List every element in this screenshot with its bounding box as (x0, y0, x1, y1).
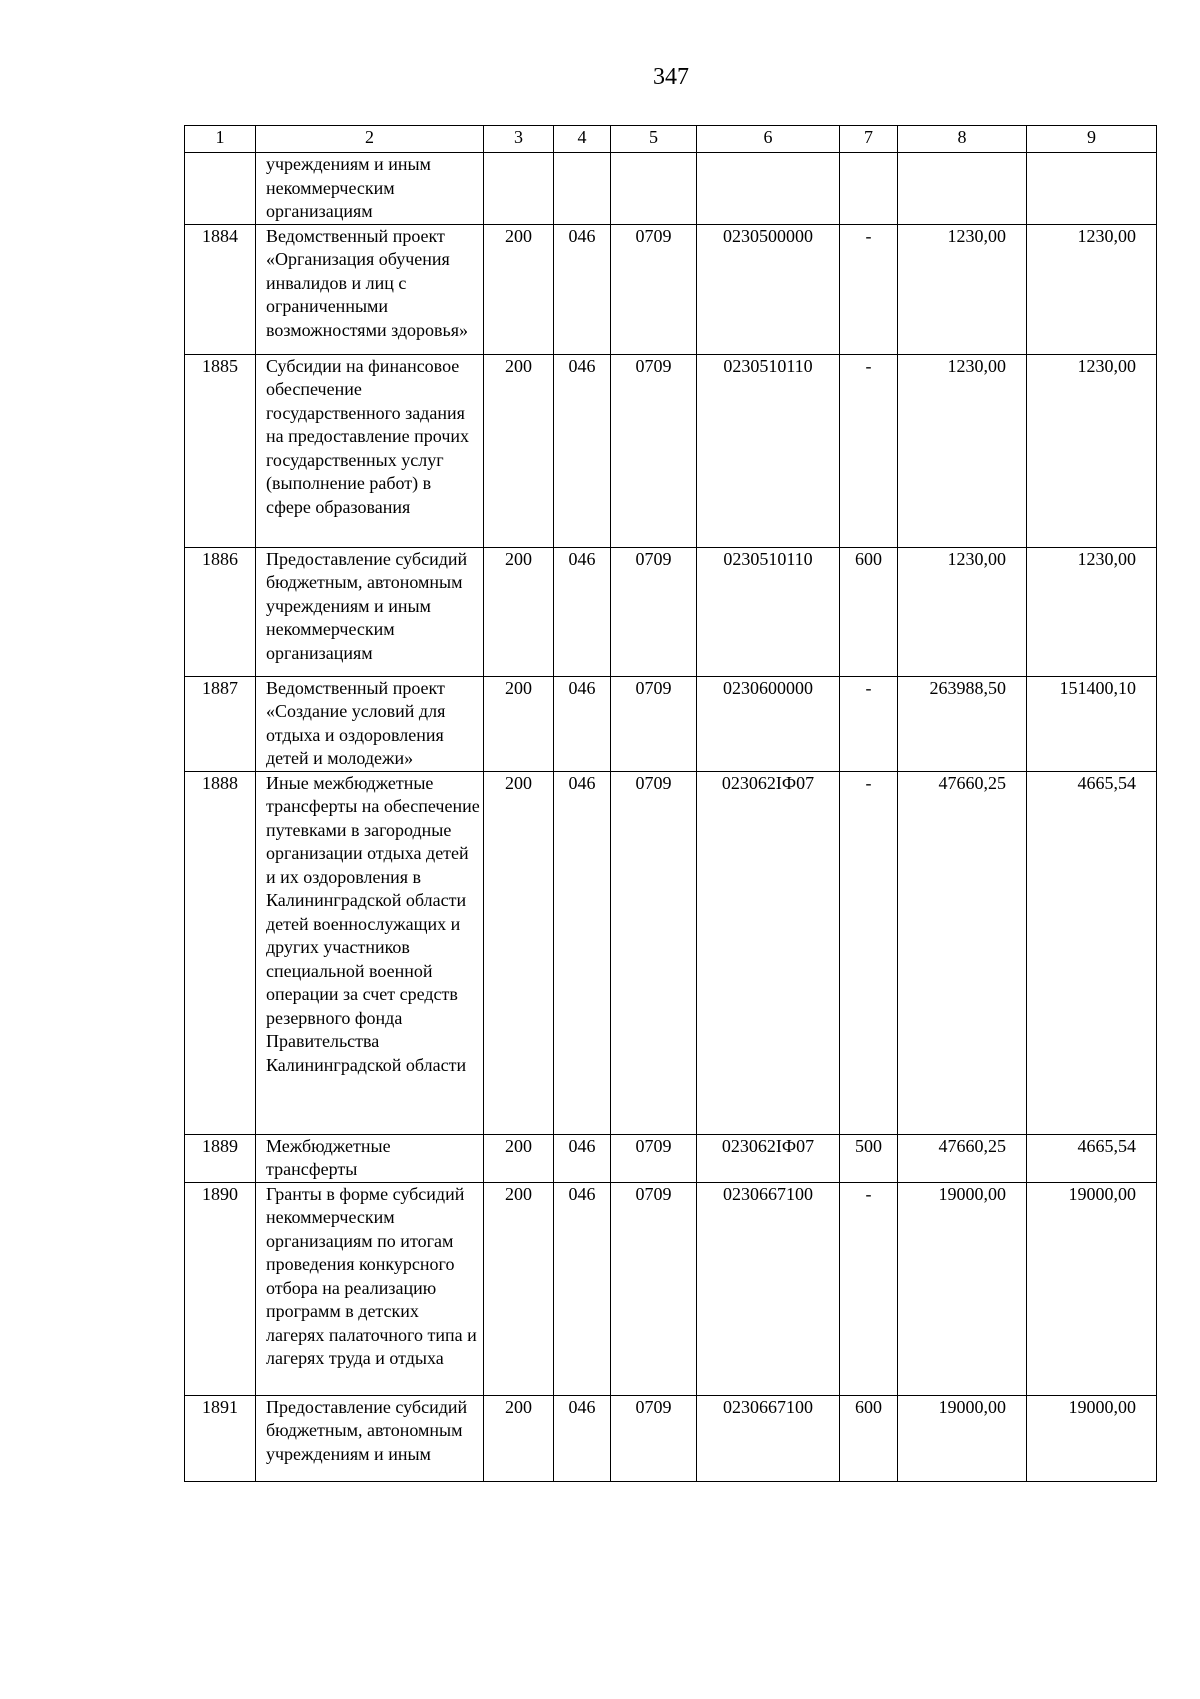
row-col-5: 0709 (611, 771, 697, 1134)
row-col-5: 0709 (611, 547, 697, 676)
row-col-4: 046 (554, 1134, 611, 1182)
row-col-6: 023062IФ07 (697, 771, 840, 1134)
row-col-6: 0230667100 (697, 1182, 840, 1395)
row-col-4: 046 (554, 224, 611, 354)
header-col-9: 9 (1027, 126, 1157, 153)
header-col-8: 8 (898, 126, 1027, 153)
row-col-7: 500 (840, 1134, 898, 1182)
row-number: 1884 (185, 224, 256, 354)
row-col-4: 046 (554, 771, 611, 1134)
table-row (185, 676, 1157, 771)
row-col-9 (1027, 153, 1157, 225)
row-col-6 (697, 153, 840, 225)
row-number (185, 153, 256, 225)
row-col-3: 200 (484, 547, 554, 676)
row-col-5: 0709 (611, 1182, 697, 1395)
row-number: 1886 (185, 547, 256, 676)
row-col-8: 263988,50 (898, 676, 1027, 771)
row-col-3: 200 (484, 1395, 554, 1481)
row-col-8: 1230,00 (898, 547, 1027, 676)
row-number: 1888 (185, 771, 256, 1134)
header-col-2: 2 (256, 126, 484, 153)
header-col-4: 4 (554, 126, 611, 153)
header-col-6: 6 (697, 126, 840, 153)
row-col-7: - (840, 676, 898, 771)
row-col-3: 200 (484, 771, 554, 1134)
row-number: 1890 (185, 1182, 256, 1395)
row-number: 1891 (185, 1395, 256, 1481)
row-col-6: 0230500000 (697, 224, 840, 354)
row-col-9: 151400,10 (1027, 676, 1157, 771)
row-col-3: 200 (484, 1134, 554, 1182)
row-col-9: 4665,54 (1027, 771, 1157, 1134)
row-col-7: - (840, 771, 898, 1134)
header-col-3: 3 (484, 126, 554, 153)
row-name: Иные межбюджетные трансферты на обеспечение путевками в загородные организации отдыха детей и их оздоровления в Калининградской области детей военнослужащих и других участников специальной военной операции за счет средств резервного фонда Правительства Калининградской области (256, 771, 484, 1134)
row-name: Ведомственный проект «Организация обучения инвалидов и лиц с ограниченными возможностями здоровья» (256, 224, 484, 354)
row-col-6: 0230600000 (697, 676, 840, 771)
header-col-1: 1 (185, 126, 256, 153)
row-col-8: 47660,25 (898, 1134, 1027, 1182)
table-body (185, 126, 1157, 1482)
row-col-9: 1230,00 (1027, 547, 1157, 676)
row-col-7: - (840, 224, 898, 354)
row-col-5: 0709 (611, 354, 697, 547)
row-col-6: 023062IФ07 (697, 1134, 840, 1182)
row-col-9: 19000,00 (1027, 1395, 1157, 1481)
row-col-3: 200 (484, 224, 554, 354)
table-header-row (185, 126, 1157, 153)
row-col-7: - (840, 1182, 898, 1395)
row-name: Гранты в форме субсидий некоммерческим организациям по итогам проведения конкурсного отбора на реализацию программ в детских лагерях палаточного типа и лагерях труда и отдыха (256, 1182, 484, 1395)
row-col-9: 19000,00 (1027, 1182, 1157, 1395)
row-number: 1887 (185, 676, 256, 771)
table-row (185, 354, 1157, 547)
row-col-3: 200 (484, 676, 554, 771)
table-row (185, 1134, 1157, 1182)
row-col-4: 046 (554, 676, 611, 771)
row-col-4: 046 (554, 1182, 611, 1395)
row-name: Предоставление субсидий бюджетным, автономным учреждениям и иным (256, 1395, 484, 1481)
table-row (185, 224, 1157, 354)
row-name: Субсидии на финансовое обеспечение государственного задания на предоставление прочих государственных услуг (выполнение работ) в сфере образования (256, 354, 484, 547)
row-col-6: 0230667100 (697, 1395, 840, 1481)
table-row (185, 1182, 1157, 1395)
row-col-5 (611, 153, 697, 225)
row-col-7 (840, 153, 898, 225)
row-col-9: 1230,00 (1027, 224, 1157, 354)
table-row (185, 153, 1157, 225)
row-col-5: 0709 (611, 676, 697, 771)
row-col-7: - (840, 354, 898, 547)
row-col-3: 200 (484, 1182, 554, 1395)
row-col-4 (554, 153, 611, 225)
row-col-8: 1230,00 (898, 224, 1027, 354)
budget-table (184, 125, 1157, 1482)
row-col-8: 19000,00 (898, 1395, 1027, 1481)
table-row (185, 771, 1157, 1134)
row-col-3: 200 (484, 354, 554, 547)
row-col-5: 0709 (611, 1395, 697, 1481)
row-col-4: 046 (554, 354, 611, 547)
row-col-5: 0709 (611, 224, 697, 354)
row-name: Предоставление субсидий бюджетным, автономным учреждениям и иным некоммерческим организациям (256, 547, 484, 676)
row-col-4: 046 (554, 1395, 611, 1481)
row-name: учреждениям и иным некоммерческим организациям (256, 153, 484, 225)
row-col-6: 0230510110 (697, 547, 840, 676)
header-col-7: 7 (840, 126, 898, 153)
row-col-8: 1230,00 (898, 354, 1027, 547)
table-row (185, 1395, 1157, 1481)
row-number: 1885 (185, 354, 256, 547)
row-name: Межбюджетные трансферты (256, 1134, 484, 1182)
row-name: Ведомственный проект «Создание условий для отдыха и оздоровления детей и молодежи» (256, 676, 484, 771)
row-col-4: 046 (554, 547, 611, 676)
row-col-7: 600 (840, 547, 898, 676)
row-col-6: 0230510110 (697, 354, 840, 547)
row-col-3 (484, 153, 554, 225)
header-col-5: 5 (611, 126, 697, 153)
row-col-9: 1230,00 (1027, 354, 1157, 547)
row-col-5: 0709 (611, 1134, 697, 1182)
row-col-9: 4665,54 (1027, 1134, 1157, 1182)
row-col-8: 19000,00 (898, 1182, 1027, 1395)
row-col-8: 47660,25 (898, 771, 1027, 1134)
row-col-8 (898, 153, 1027, 225)
row-col-7: 600 (840, 1395, 898, 1481)
row-number: 1889 (185, 1134, 256, 1182)
table-row (185, 547, 1157, 676)
page-number: 347 (653, 64, 689, 90)
